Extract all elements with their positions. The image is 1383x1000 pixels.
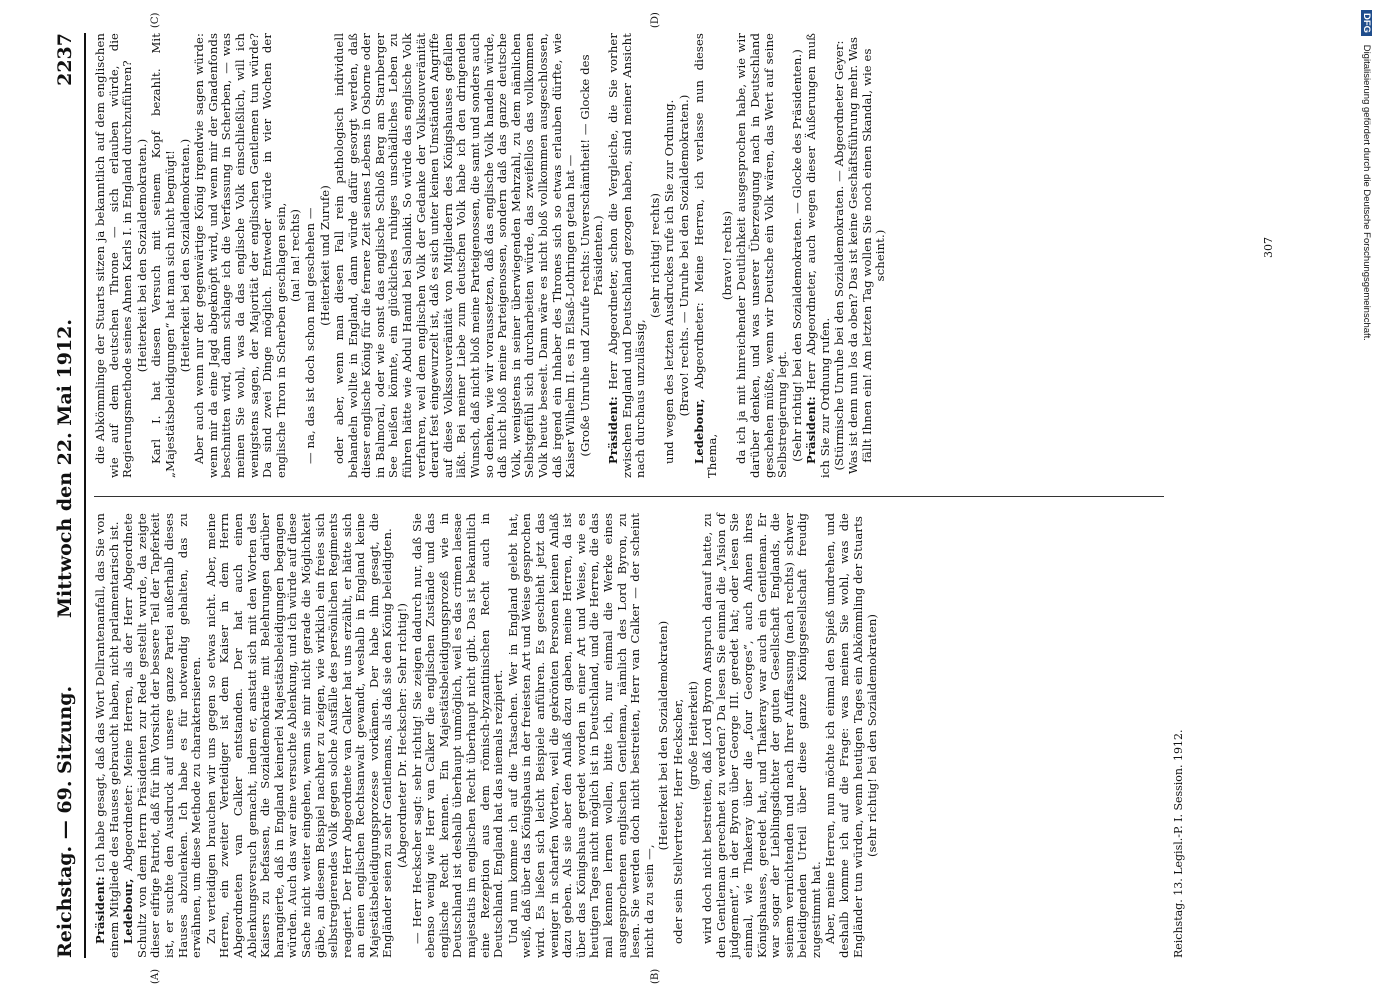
margin-letter: (A) <box>150 968 161 984</box>
paragraph-text: Herr Abgeordneter, auch wegen dieser Äußerungen muß ich Sie zur Ordnung rufen. <box>804 33 832 478</box>
paragraph <box>663 33 677 478</box>
paragraph-text: Abgeordneter: Meine Herren, ich verlasse nun dieses Thema, <box>691 33 720 478</box>
stage-direction: (Bravo! rechts. — Unruhe bei den Sozialdemokraten.) <box>676 94 691 417</box>
paragraph <box>701 513 823 958</box>
paragraph-text: Und nun komme ich auf die Tatsachen. Wer in England gelebt hat, weiß, daß über das Königshaus in der freiesten Art und Weise gesprochen wird. Es ließen sich leicht Beispiele anführen. Es geschieht jetzt das weniger in scharfen Worten, weil die gekrönten Personen keinen Anlaß dazu geben. Als sie aber den Anlaß dazu gaben, meine Herren, da ist über das Königshaus geredet worden in einer Art und Weise, wie es heutigen Tages nicht möglich ist in Deutschland, und die Herren, die das mal kennen lernen wollen, bitte ich, nur einmal die Werke eines ausgesprochenen englischen Gentleman, nämlich des Lord Byron, zu lesen. Sie werden doch nicht bestreiten, Herr van Calker — der scheint nicht da zu sein —, <box>505 513 656 958</box>
stage-direction: (Heiterkeit bei den Sozialdemokraten.) <box>177 138 192 373</box>
margin-letter: (B) <box>650 968 661 984</box>
right-column <box>94 33 889 478</box>
paragraph-text: Herr Abgeordneter, schon die Vergleiche, die Sie vorher zwischen England und Deutschland gezogen haben, sind meiner Ansicht nach durchaus unzulässig, <box>605 33 648 478</box>
paragraph <box>122 513 204 958</box>
stage-direction: (bravo! rechts) <box>719 210 734 301</box>
page-footer: Reichstag. 13. Legisl.-P. I. Session. 1912. <box>1172 729 1185 958</box>
paragraph <box>205 513 395 958</box>
stage-direction: (Heiterkeit bei den Sozialdemokraten.) <box>134 138 149 373</box>
stage-direction: (Heiterkeit bei den Sozialdemokraten) <box>656 620 671 851</box>
page-number: 2237 <box>54 33 76 86</box>
margin-letter: (D) <box>650 12 661 28</box>
stage-direction: (Abgeordneter Dr. Heckscher: Sehr richtig!) <box>395 603 410 868</box>
speaker-name: Ledebour, <box>121 878 136 944</box>
column-divider <box>94 496 1164 497</box>
stage-direction: (na! na! rechts) <box>288 208 303 303</box>
speaker-name: Präsident: <box>605 396 620 464</box>
paragraph <box>735 33 789 478</box>
paragraph <box>824 513 865 958</box>
paragraph <box>304 33 318 478</box>
paragraph-text: Abgeordneter: Meine Herren, als der Herr Abgeordnete Schultz von dem Herrn Präsidenten zur Rede gestellt wurde, da zeigte dieser eifrige Patriot, daß für ihn Vorsicht der bessere Teil der Tapferkeit ist, er suchte den Ausdruck auf unsere ganze Partei außerhalb dieses Hauses abzulenken. Ich habe es für notwendig gehalten, das zu erwähnen, um diese Methode zu charakterisieren. <box>121 513 204 958</box>
paragraph <box>411 513 506 958</box>
paragraph-text: — na, das ist doch schon mal geschehen — <box>302 207 317 464</box>
dfg-credit <box>1358 10 1372 970</box>
header-rule <box>84 33 86 958</box>
stage-direction: (sehr richtig! rechts) <box>647 192 662 319</box>
header-date: Mittwoch den 22. Mai 1912. <box>54 319 76 618</box>
paragraph <box>805 33 832 478</box>
rotated-page-content <box>50 12 1355 984</box>
paragraph-text: oder sein Stellvertreter, Herr Heckscher, <box>670 698 685 944</box>
speaker-name: Präsident: <box>804 396 819 464</box>
margin-letter: (C) <box>150 12 161 28</box>
stage-direction: (Stürmische Unruhe bei den Sozialdemokraten. — Abgeordneter Geyer: Was ist denn nun los da oben? Das ist keine Geschäftsführung mehr. Was fällt Ihnen ein! Am letzten Tag wollen Sie noch einen Skandal, wie es scheint.) <box>832 36 888 475</box>
paragraph-text: Aber auch wenn nur der gegenwärtige König irgendwie sagen würde: wenn mir da eine Jagd abgeknöpft wird, und wenn mir der Gnadenfonds beschnitten wird, dann schlage ich die Verfassung in Scherben, — was meinen Sie wohl, was da das englische Volk einschließlich, will ich wenigstens sagen, der Majorität der englischen Gentlemen tun würde? Da sind zwei Dinge möglich. Entweder würde in vier Wochen der englische Thron in Scherben geschlagen sein, <box>192 33 288 478</box>
paragraph <box>507 513 657 958</box>
paragraph-text: Karl I. hat diesen Versuch mit seinem Kopf bezahlt. Mit „Majestätsbeleidigungen“ hat man sich nicht begnügt! <box>149 33 177 478</box>
paragraph-text: Ich habe gesagt, daß das Wort Dellrantenanfall, das Sie von einem Mitgliede des Hauses gebraucht haben, nicht parlamentarisch ist. <box>93 513 121 958</box>
paragraph-text: — Herr Heckscher sagt: sehr richtig! Sie zeigen dadurch nur, daß Sie ebenso wenig wie Herr van Calker die englischen Zustände und das englische Recht kennen. Ein Majestätsbeleidigungsprozeß wie in Deutschland ist deshalb überhaupt unmöglich, weil es das crimen laesae majestatis im englischen Recht überhaupt nicht gibt. Das ist bekanntlich eine Rezeption aus dem römisch-byzantinischen Recht auch in Deutschland. England hat das niemals rezipiert. <box>409 513 506 958</box>
stage-direction: (große Heiterkeit) <box>685 680 700 791</box>
paragraph <box>193 33 288 478</box>
speaker-name: Präsident: <box>93 876 107 944</box>
page-header <box>50 33 84 958</box>
paragraph <box>150 33 177 478</box>
header-left: Reichstag. — 69. Sitzung. <box>54 685 76 958</box>
stage-direction: (Große Unruhe und Zurufe rechts: Unverschämtheit! — Glocke des Präsidenten.) <box>577 54 606 457</box>
paragraph-text: oder aber, wenn man diesen Fall rein pathologisch individuell behandeln wollte in England, dann würde dafür gesorgt werden, daß dieser englische König für die fernere Zeit seines Lebens in Osborne oder in Balmoral, oder wie sonst das englische Schloß Berg am Starnberger See heißen könnte, ein glückliches ruhiges unschädliches Leben zu führen hätte wie Abdul Hamid bei Saloniki. So würde das englische Volk verfahren, weil dem englischen Volk der Gedanke der Volkssouveränität derart fest eingewurzelt ist, daß es sich unter keinen Umständen Angriffe auf diese Volkssouveränität von Mitgliedern des Königshauses gefallen läßt. Bei meiner Liebe zum deutschen Volk habe ich den dringenden Wunsch, daß nicht bloß meine Parteigenossen, die samt und sonders auch so denken, wie wir voraussetzen, daß das englische Volk handeln würde, daß nicht bloß meine Parteigenossen, sondern daß das ganze deutsche Volk, wenigstens in seiner überwiegenden Mehrzahl, zu dem nämlichen Selbstgefühl sich durcharbeiten würde, das zweifellos das vollkommen Volk heute beseelt. Dann wäre es nicht bloß vollkommen ausgeschlossen, daß irgend ein Inhaber des Thrones sich so etwas erlauben dürfte, wie Kaiser Wilhelm II. es in Elsaß-Lothringen getan hat — <box>332 33 578 478</box>
dfg-credit-text: Digitalisierung gefördert durch die Deutsche Forschungsgemeinschaft. <box>1361 44 1372 341</box>
paragraph-text: Zu verteidigen brauchen wir uns gegen so etwas nicht. Aber, meine Herren, ein zweiter Verteidiger ist dem Kaiser in dem Herrn Abgeordneten van Calker entstanden. Der hat auch einen Ablenkungsversuch gemacht, indem er, anstatt sich mit den Worten des Kaisers zu befassen, die Sozialdemokratie mit Belehrungen darüber harangierte, daß in England keinerlei Majestätsbeleidigungen begangen würden. Auch das war eine versuchte Ablenkung, und ich würde auf diese Sache nicht weiter eingehen, wenn sie mir nicht gerade die Möglichkeit gäbe, an diesem Beispiel nachher zu zeigen, wie wirklich ein freies sich selbstregierendes Volk gegen solche Ausfälle des persönlichen Regiments reagiert. Der Herr Abgeordnete van Calker hat uns erzählt, er hätte sich an einen englischen Rechtsanwalt gewandt, weshalb in England keine Majestätsbeleidigungsprozesse vorkämen. Der habe ihm gesagt, die Engländer seien zu sehr Gentlemans, als daß sie den König beleidigten. <box>203 513 395 958</box>
paragraph <box>693 33 720 478</box>
paragraph-text: und wegen des letzten Ausdruckes rufe ich Sie zur Ordnung. <box>662 99 677 464</box>
paragraph <box>94 513 121 958</box>
paragraph <box>607 33 648 478</box>
sheet-signature: 307 <box>1262 237 1275 258</box>
stage-direction: (Heiterkeit und Zurufe) <box>317 185 332 326</box>
paragraph <box>672 513 686 958</box>
speaker-name: Ledebour, <box>691 398 706 464</box>
paragraph-text: wird doch nicht bestreiten, daß Lord Byron Anspruch darauf hatte, zu den Gentleman gerechnet zu werden? Da lesen Sie einmal die „Vision of judgement“, in der Byron über George III. geredet hat; oder lesen Sie einmal, wie Thakeray über die „four Georges“, auch Ahnen ihres Königshauses, geredet hat, und Thakeray war auch ein Gentleman. Er war sogar der Lieblingsdichter der guten Gesellschaft Englands, die seinem vernichtenden und nach Ihrer Auffassung (nach rechts) schwer beleidigenden Urteil über diese ganze Königsgesellschaft freudig zugestimmt hat. <box>700 513 823 958</box>
stage-direction: (sehr richtig! bei den Sozialdemokraten) <box>865 613 880 858</box>
paragraph-text: die Abkömmlinge der Stuarts sitzen ja bekanntlich auf dem englischen wie auf dem deutschen Throne — sich erlauben würde, die Regierungsmethode seines Ahnen Karls I. in England durchzuführen? <box>93 33 135 478</box>
paragraph-text: Aber, meine Herren, nun möchte ich einmal den Spieß umdrehen, und deshalb komme ich auf die Frage: was meinen Sie wohl, was die Engländer tun würden, wenn heutigen Tages ein Abkömmling der Stuarts <box>823 513 865 958</box>
paragraph-text: da ich ja mit hinreichender Deutlichkeit ausgesprochen habe, wie wir darüber denken, und was unserer Überzeugung nach in Deutschland geschehen müßte, wenn wir Deutsche ein Volk wären, das Wert auf seine Selbstregierung legt. <box>734 33 790 478</box>
paragraph <box>94 33 135 478</box>
left-column <box>94 513 881 958</box>
dfg-logo: DFG <box>1361 10 1372 36</box>
paragraph <box>333 33 578 478</box>
stage-direction: (Sehr richtig! bei den Sozialdemokraten. — Glocke des Präsidenten.) <box>789 49 804 462</box>
